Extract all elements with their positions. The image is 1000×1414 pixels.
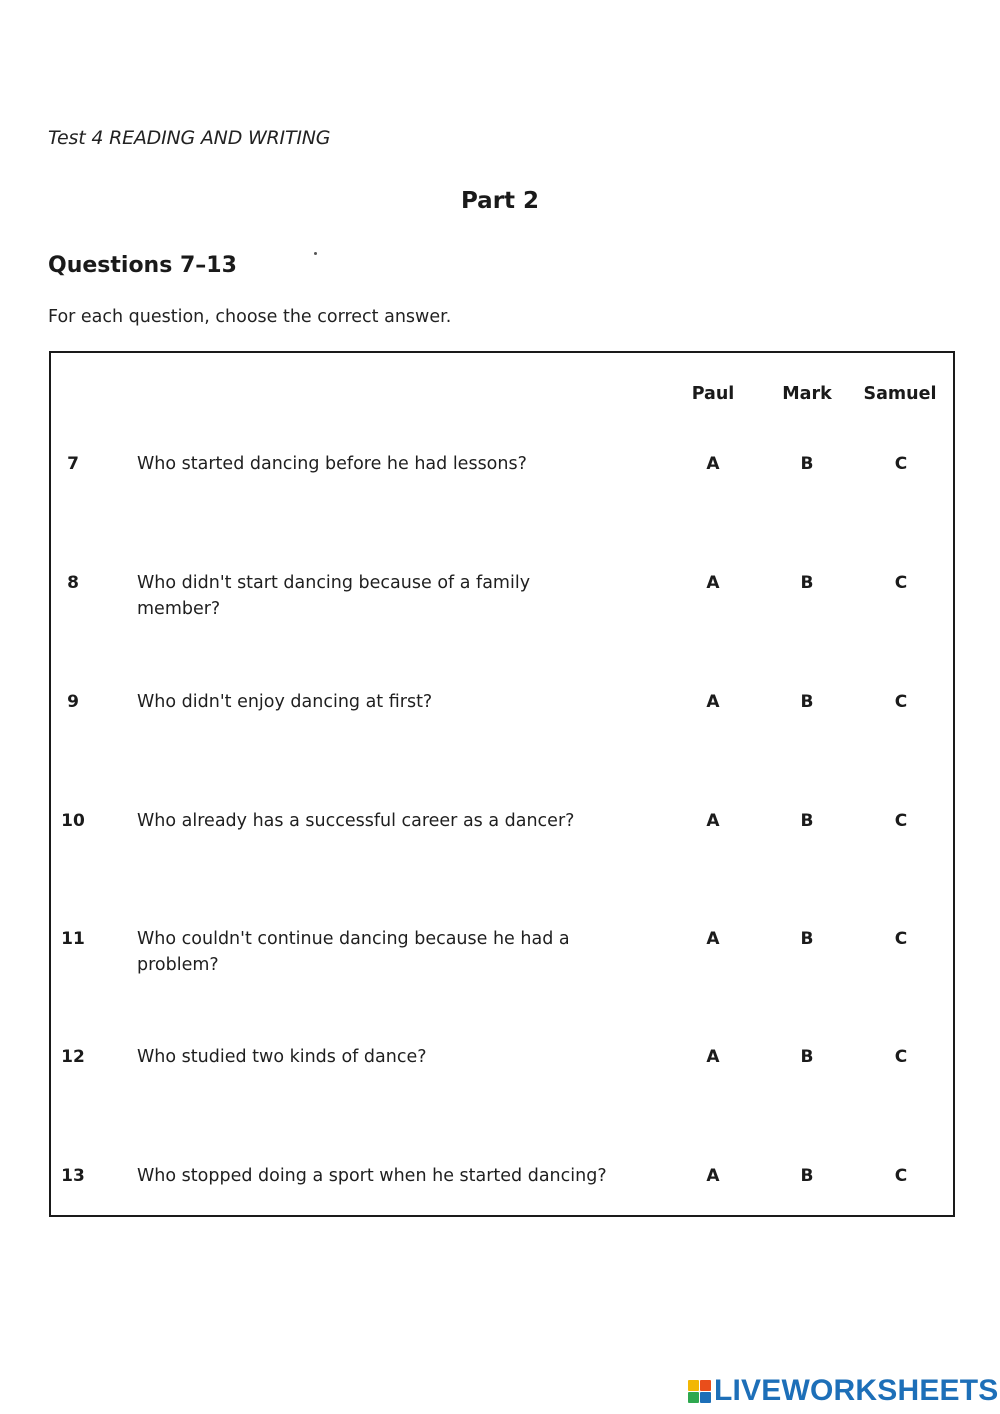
- option-a[interactable]: A: [706, 1166, 720, 1186]
- question-number: 9: [67, 692, 79, 712]
- question-number: 13: [61, 1166, 85, 1186]
- ink-speck: [314, 252, 317, 255]
- option-b[interactable]: B: [800, 454, 814, 474]
- option-a[interactable]: A: [706, 811, 720, 831]
- option-b[interactable]: B: [800, 1047, 814, 1067]
- option-a[interactable]: A: [706, 692, 720, 712]
- question-text: Who didn't enjoy dancing at first?: [137, 692, 433, 712]
- column-header-paul: Paul: [691, 384, 735, 404]
- questions-heading: Questions 7–13: [48, 253, 237, 278]
- question-row: [51, 808, 949, 868]
- option-b[interactable]: B: [800, 929, 814, 949]
- liveworksheets-logo: [688, 1371, 999, 1411]
- option-b[interactable]: B: [800, 1166, 814, 1186]
- option-a[interactable]: A: [706, 573, 720, 593]
- question-text: Who stopped doing a sport when he started dancing?: [137, 1166, 607, 1186]
- question-row: [51, 926, 949, 986]
- logo-tile: [700, 1380, 711, 1391]
- option-c[interactable]: C: [894, 1047, 908, 1067]
- question-text: Who studied two kinds of dance?: [137, 1047, 427, 1067]
- question-number: 8: [67, 573, 79, 593]
- logo-tile: [688, 1380, 699, 1391]
- option-a[interactable]: A: [706, 454, 720, 474]
- option-a[interactable]: A: [706, 929, 720, 949]
- option-b[interactable]: B: [800, 692, 814, 712]
- question-number: 7: [67, 454, 79, 474]
- question-row: [51, 689, 949, 749]
- instruction-text: For each question, choose the correct answer.: [48, 307, 452, 327]
- logo-text: LIVEWORKSHEETS: [714, 1374, 999, 1407]
- liveworksheets-logo-icon: [688, 1380, 711, 1403]
- question-text: Who didn't start dancing because of a family member?: [137, 573, 531, 619]
- question-number: 10: [61, 811, 85, 831]
- question-row: [51, 1044, 949, 1104]
- option-c[interactable]: C: [894, 811, 908, 831]
- question-text: Who already has a successful career as a dancer?: [137, 811, 575, 831]
- question-row: [51, 451, 949, 511]
- running-head: Test 4 READING AND WRITING: [48, 127, 331, 149]
- question-row: [51, 570, 949, 630]
- question-text: Who started dancing before he had lessons?: [137, 454, 527, 474]
- question-number: 12: [61, 1047, 85, 1067]
- column-header-samuel: Samuel: [863, 384, 937, 404]
- option-c[interactable]: C: [894, 1166, 908, 1186]
- option-c[interactable]: C: [894, 454, 908, 474]
- logo-tile: [688, 1392, 699, 1403]
- part-title: Part 2: [460, 188, 540, 214]
- question-text: Who couldn't continue dancing because he had a problem?: [137, 929, 570, 975]
- option-c[interactable]: C: [894, 692, 908, 712]
- option-b[interactable]: B: [800, 573, 814, 593]
- option-a[interactable]: A: [706, 1047, 720, 1067]
- column-header-mark: Mark: [782, 384, 832, 404]
- logo-tile: [700, 1392, 711, 1403]
- option-b[interactable]: B: [800, 811, 814, 831]
- option-c[interactable]: C: [894, 573, 908, 593]
- question-row: [51, 1163, 949, 1223]
- question-number: 11: [61, 929, 85, 949]
- option-c[interactable]: C: [894, 929, 908, 949]
